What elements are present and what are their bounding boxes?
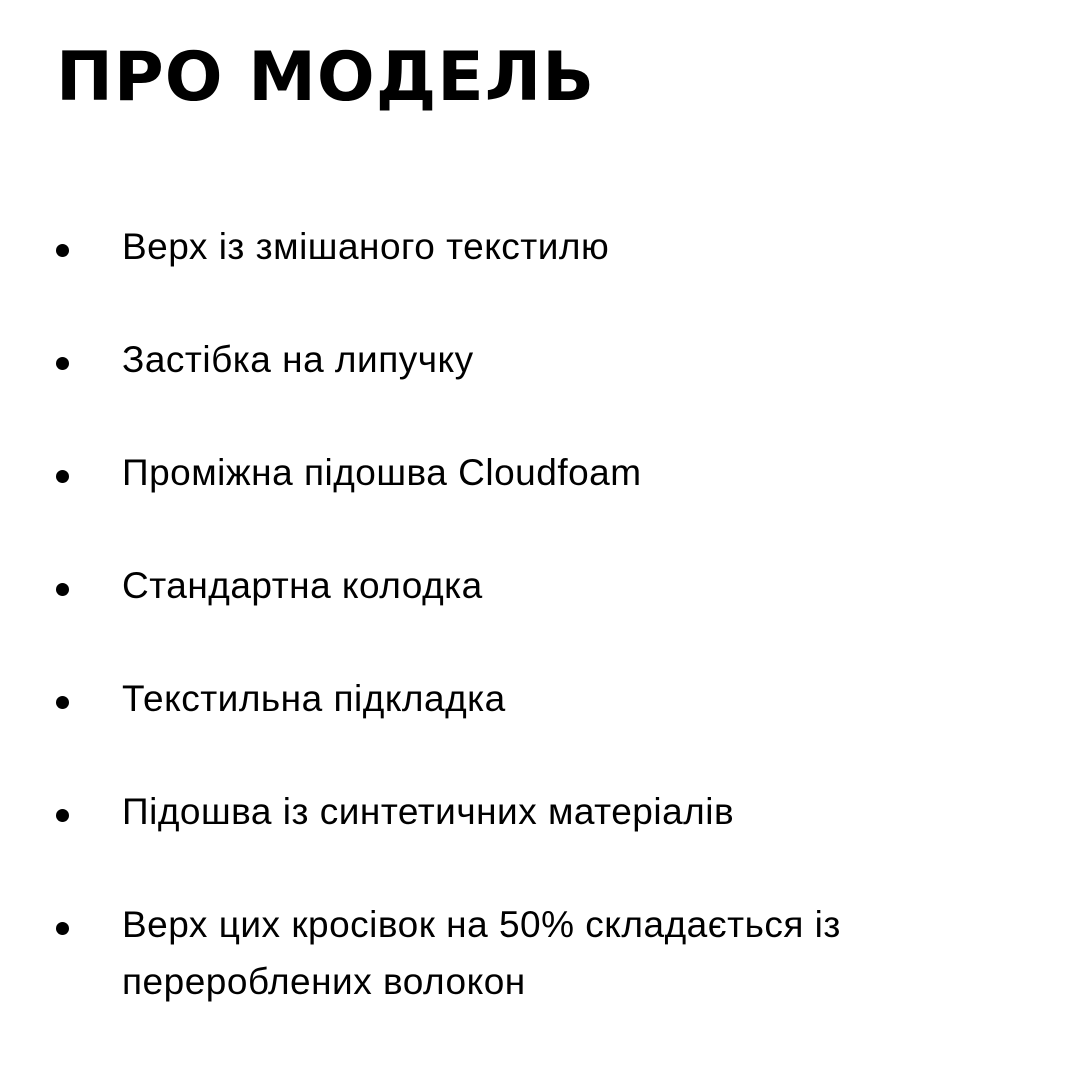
feature-list xyxy=(0,218,1080,1066)
list-item xyxy=(0,783,902,840)
list-item xyxy=(0,218,902,275)
bullet-icon xyxy=(56,922,69,935)
list-item xyxy=(0,670,902,727)
feature-text: Верх із змішаного текстилю xyxy=(122,226,610,267)
list-item xyxy=(0,331,902,388)
feature-text: Верх цих кросівок на 50% складається із перероблених волокон xyxy=(122,904,841,1002)
bullet-icon xyxy=(56,696,69,709)
feature-text: Застібка на липучку xyxy=(122,339,474,380)
section-title: ПРО МОДЕЛЬ xyxy=(56,38,596,117)
list-item xyxy=(0,444,902,501)
list-item xyxy=(0,557,902,614)
feature-text: Підошва із синтетичних матеріалів xyxy=(122,791,735,832)
bullet-icon xyxy=(56,244,69,257)
bullet-icon xyxy=(56,583,69,596)
feature-text: Проміжна підошва Cloudfoam xyxy=(122,452,642,493)
bullet-icon xyxy=(56,357,69,370)
bullet-icon xyxy=(56,809,69,822)
bullet-icon xyxy=(56,470,69,483)
list-item xyxy=(0,896,902,1010)
feature-text: Текстильна підкладка xyxy=(122,678,506,719)
feature-text: Стандартна колодка xyxy=(122,565,483,606)
